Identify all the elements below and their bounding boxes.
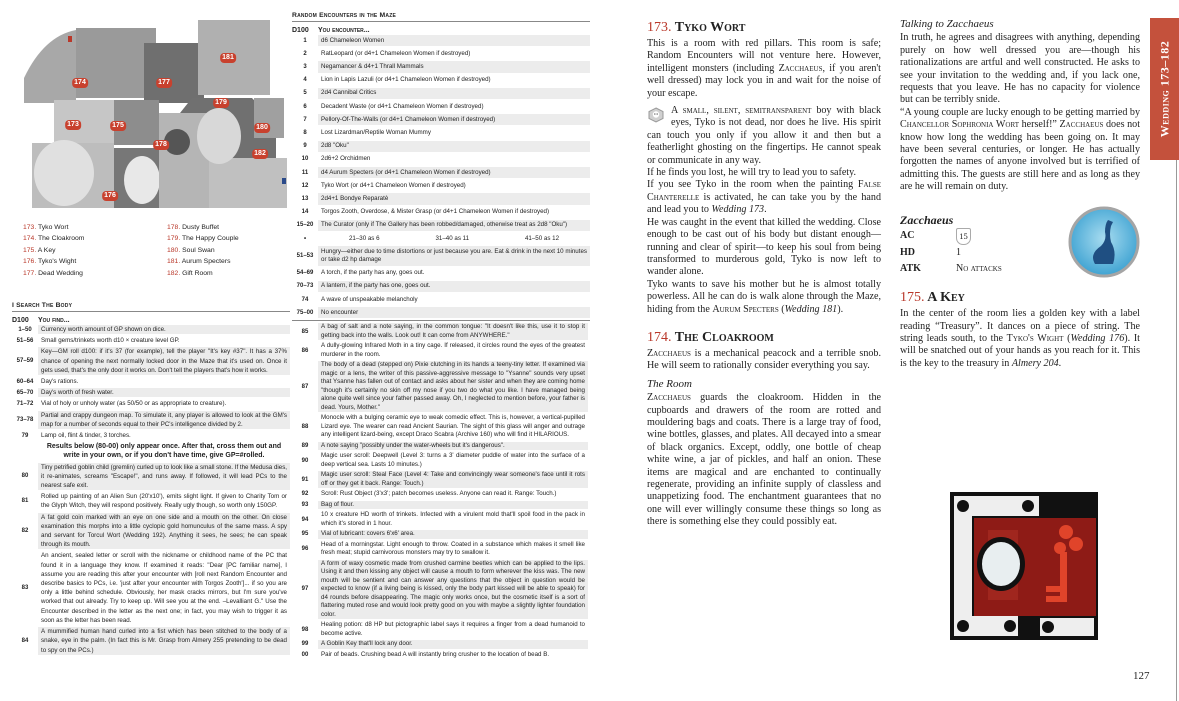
legend-item[interactable] (167, 245, 239, 256)
shield-icon (956, 228, 971, 245)
table-row (292, 341, 588, 360)
roll-cell: 9 (303, 143, 307, 150)
paragraph-with-icon (647, 105, 881, 167)
stat-value: 15 (959, 231, 968, 242)
paragraph (647, 348, 881, 373)
text-segment: ). (837, 303, 844, 315)
result-cell: Key—GM roll d100: if it's 37 (for example), tell the player "It's key #37". It has a 37% chance of opening the next normally locked door in the Maze that it's used on. Once it gets used, that's the only door it works on. Don't tell the players that's how it works. (38, 347, 290, 375)
stat-block (900, 214, 1140, 276)
legend-name: The Happy Couple (182, 235, 239, 243)
legend-item[interactable] (167, 222, 239, 233)
result-cell: Torgos Zooth, Overdose, & Mister Grasp (or d4+1 Chameleon Women if destroyed) (321, 208, 550, 216)
roll-cell: 90 (301, 457, 309, 464)
text-segment: does not know how long the wedding has been going on. It may have been several centuries, or longer. He has actually forgotten the names of anyone involved but is terrified of admitting this. The guests are still here and as long as they are he will remain on duty. (900, 119, 1141, 193)
table-row (292, 280, 590, 293)
table-row (12, 550, 290, 626)
table-row (292, 510, 588, 529)
table-row (292, 441, 588, 452)
table-row (292, 74, 590, 87)
text-segment: In the center of the room lies a golden key with a label reading “Treasury”. It dances on a piece of string. The string leads south, to the (900, 308, 1140, 344)
roll-cell: 99 (301, 641, 309, 648)
result-cell: Lamp oil, flint & tinder, 3 torches. (41, 432, 131, 440)
roll-cell: 2 (303, 50, 307, 57)
roll-cell: 96 (301, 546, 309, 552)
roll-cell: 57–59 (16, 358, 34, 365)
result-cell: A lantern, if the party has one, goes out. (318, 281, 590, 292)
paragraph (647, 179, 881, 216)
table-row (12, 491, 290, 511)
text-segment: . (1058, 357, 1062, 369)
map-marker[interactable]: 177 (158, 79, 170, 86)
result-cell: Lion in Lapis Lazuli (or d4+1 Chameleon Women if destroyed) (321, 76, 491, 84)
section-number: 173. (647, 20, 672, 35)
result-cell: 2d6+2 Orchidmen (321, 155, 371, 163)
section-174-heading (647, 330, 881, 346)
roll-cell: 70–73 (296, 283, 314, 290)
roll-cell: 00 (301, 651, 309, 658)
roll-cell: 65–70 (16, 389, 34, 396)
text-segment: Zacchaeus (647, 392, 691, 404)
section-heading: Random Encounters in the Maze (292, 12, 590, 22)
roll-cell: 6 (303, 103, 307, 110)
legend-number: 176. (23, 258, 37, 266)
legend-item[interactable] (23, 245, 84, 256)
result-cell: Results below (80-00) only appear once. After that, cross them out and write in your own, or if you don't have time, give GP=#rolled. (46, 443, 282, 460)
table-row (292, 540, 588, 559)
text-segment: This is a room with red pillars. This room is safe; Random Encounters will not venture here. However, intelligent monsters (including (647, 38, 881, 74)
table-row (292, 529, 588, 540)
roll-cell: 75–00 (296, 309, 314, 316)
table-row (292, 413, 588, 441)
section-title: A Key (927, 290, 965, 306)
text-segment: Almery 204 (1011, 357, 1059, 369)
table-row (292, 192, 590, 205)
table-row (292, 559, 588, 621)
roll-cell: 80 (21, 473, 29, 480)
table-row (292, 140, 590, 153)
result-cell: Vial of holy or unholy water (as 50/50 or as appropriate to creature). (41, 400, 227, 408)
paragraph (900, 308, 1140, 370)
table-row (292, 489, 588, 500)
paragraph-text (647, 105, 881, 166)
result-cell: A Goblin Key that'll lock any door. (318, 640, 588, 649)
result-cell: 10 x creature HD worth of trinkets. Infected with a virulent mold that'll spoil food in the pack in which it's stored in 1 hour. (321, 511, 585, 527)
result-cell: A mummified human hand curled into a fist which has been stitched to the body of a snake, eye in the palm. (In fact this is Mr. Grasp from Almery 255 pretending to be dead to spy on the PCs.) (38, 627, 290, 655)
result-cell: d4 Aurum Specters (or d4+1 Chameleon Women if destroyed) (318, 167, 590, 178)
legend-item[interactable] (167, 256, 239, 267)
stat-value: No attacks (956, 262, 1002, 274)
result-cell: RatLeopard (or d4+1 Chameleon Women if destroyed) (321, 49, 471, 57)
result-cell: Small gems/trinkets worth d10 × creature level GP. (41, 337, 180, 345)
paragraph (647, 167, 881, 179)
roll-cell: 86 (301, 347, 309, 354)
section-title: The Cloakroom (674, 329, 774, 345)
map-marker[interactable]: 181 (222, 54, 234, 61)
roll-cell: 1 (303, 37, 307, 44)
legend-number: 181. (167, 258, 181, 266)
table-row (292, 500, 588, 511)
text-segment: Tyko wants to save his mother but he is almost totally powerless. All he can do is walk alone through the Maze, hiding from the (647, 278, 881, 315)
result-cell: The Curator (only if The Gallery has been robbed/damaged, otherwise treat as 2d8 "Oku") (318, 220, 590, 231)
table-row (12, 346, 290, 376)
legend-number: 173. (23, 224, 37, 231)
result-cell: A form of waxy cosmetic made from crushed carmine beetles which can be applied to the lips. Using it and then kissing any object will cause a mouth to form wherever the kiss was. The new mouth will be sentient and can answer any questions that the object in question would be expected to know (if a living being is kissed, only the body part kissed will be able to speak) for d4 rounds before disappearing. The magic only works once, but the cosmetic itself is a sort of flattering muted rose and would look pretty good on you with maybe a slightly lighter foundation color. (318, 560, 588, 620)
range-cell (318, 233, 590, 244)
text-segment: Tyko's Wight (1006, 332, 1064, 344)
section-175-heading (900, 290, 1140, 306)
range-item: 41–50 as 12 (524, 234, 560, 242)
search-body-section (12, 302, 290, 656)
result-cell: An ancient, sealed letter or scroll with the nickname or childhood name of the PC that found it in a language they know. If examined it reads: "Dear [PC familiar name], I assume you are reading this after your encounter with [roll next Random Encounter and describe basics to PCs, i.e. 'just after your encounter with Torgos Zooth']... if so you are only a little behind schedule. Obviously, her mask cracks mirrors, but I'm sure you've worked that out already. Try to keep up. Will see you at the end. –Levalliant G." Use the Encounter described in the letter as the next one; in fact, you may wish to trigger it as soon as the letter has been read. (41, 552, 287, 624)
result-cell: A torch, if the party has any, goes out. (321, 269, 425, 277)
text-segment: Aurum Specters (712, 303, 779, 315)
section-heading: I Search The Body (12, 302, 290, 312)
table-row (292, 126, 590, 139)
legend-item[interactable] (23, 268, 84, 279)
table-row (12, 441, 290, 461)
legend-item[interactable] (167, 233, 239, 244)
table-row (12, 462, 290, 492)
paragraph (900, 32, 1140, 106)
header-text: You find... (38, 317, 70, 324)
roll-cell: 13 (301, 196, 309, 203)
roll-cell: 82 (21, 528, 29, 535)
paragraph (900, 107, 1140, 194)
table-row (292, 470, 588, 489)
maze-map (14, 8, 288, 208)
legend-number: 178. (167, 224, 181, 231)
table-row (12, 626, 290, 656)
table-row (292, 179, 590, 192)
section-number: 174. (647, 329, 672, 345)
table-row (292, 322, 588, 341)
roll-cell: 73–78 (16, 416, 34, 423)
table-row (292, 153, 590, 166)
result-cell: Tyko Wort (or d4+1 Chameleon Women if destroyed) (321, 181, 466, 189)
text-segment: , if you aren't well dressed) may lock you in and wait for the noise of your escape. (647, 62, 881, 99)
table-row (12, 398, 290, 409)
table-row (292, 306, 590, 319)
roll-cell: 60–64 (16, 378, 34, 385)
result-cell: A note saying "possibly under the water-wheels but it's dangerous". (318, 442, 588, 451)
roll-cell: 87 (301, 383, 309, 390)
map-marker[interactable]: 175 (112, 122, 124, 129)
result-cell: Hungry—either due to time distortions or just because you are. Eat & drink in the next 10 minutes or take d2 hp damage (318, 246, 590, 265)
result-cell: Negamancer & d4+1 Thrall Mammals (318, 61, 590, 72)
text-segment: “A young couple are lucky enough to be getting married by (900, 106, 1140, 118)
table-row (12, 410, 290, 430)
roll-cell: 1–50 (18, 326, 32, 333)
result-cell: Partial and crappy dungeon map. To simulate it, any player is allowed to look at the GM's map for a number of seconds equal to their PC's intelligence divided by 2. (38, 411, 290, 429)
random-encounters-section (292, 12, 590, 321)
result-cell: A bag of salt and a note saying, in the common tongue: "It doesn't like this, use it to stop it getting back into the walls. Look out! It can come from ANYWHERE." (318, 323, 588, 340)
legend-number: 180. (167, 246, 181, 254)
text-segment: is activated, he can take you by the hand and lead you to (647, 191, 881, 216)
table-row (292, 219, 590, 232)
map-marker[interactable]: 178 (155, 141, 167, 148)
table-row (12, 335, 290, 346)
peacock-portrait (1068, 206, 1140, 278)
result-cell: Pair of beads. Crushing bead A will instantly bring crusher to the location of bead B. (321, 650, 550, 658)
table-row (292, 451, 588, 470)
page-edge (1176, 160, 1177, 701)
result-cell: Vial of lubricant: covers 6'x6' area. (318, 530, 588, 539)
stat-label: HD (900, 247, 915, 259)
roll-cell: 79 (21, 432, 29, 439)
legend-name: Soul Swan (182, 246, 215, 254)
table-row (292, 113, 590, 126)
text-segment: A small, silent, semitransparent (671, 105, 812, 117)
roll-cell: 7 (303, 116, 307, 123)
text-segment: . (764, 204, 767, 216)
table-row (12, 387, 290, 398)
text-segment: If you see Tyko in the room when the painting (647, 179, 858, 191)
ghost-hex-icon (647, 107, 665, 123)
legend-name: Dusty Buffet (182, 224, 220, 231)
roll-cell: 14 (301, 209, 309, 216)
chapter-tab-label: Wedding 173–182 (1157, 40, 1171, 138)
text-segment: Zacchaeus (1059, 119, 1104, 131)
result-cell: Currency worth amount of GP shown on dice. (38, 325, 290, 334)
roll-cell: 93 (301, 501, 309, 508)
paragraph (647, 392, 881, 528)
legend-name: The Cloakroom (38, 235, 85, 243)
roll-cell: 92 (301, 491, 309, 498)
text-segment: Chancellor Sophronia Wort (900, 119, 1020, 131)
legend-number: 177. (23, 269, 37, 277)
map-marker[interactable]: 174 (74, 79, 86, 86)
roll-cell: 51–56 (16, 337, 34, 344)
text-segment: Wedding 173 (711, 204, 765, 216)
table-row (12, 324, 290, 335)
stat-block-name: Zacchaeus (900, 212, 954, 227)
roll-cell: 12 (301, 182, 309, 189)
text-segment: ( (778, 303, 785, 315)
result-cell: Day's worth of fresh water. (38, 388, 290, 397)
result-cell: Pellory-Of-The-Walls (or d4+1 Chameleon Women if destroyed) (318, 114, 590, 125)
table-row (292, 245, 590, 266)
roll-cell: 88 (301, 423, 309, 430)
roll-cell: 5 (303, 90, 307, 97)
result-cell: 2d8 "Oku" (318, 141, 590, 152)
table-header (12, 317, 290, 324)
legend-name: Tyko's Wight (38, 258, 77, 266)
legend-name: Aurum Specters (181, 258, 231, 266)
roll-cell: 84 (21, 637, 29, 644)
section-173-heading (647, 20, 881, 36)
result-cell: d6 Chameleon Women (318, 35, 590, 46)
table-row (292, 34, 590, 47)
table-row (292, 360, 588, 413)
result-cell: 2d4 Cannibal Critics (318, 88, 590, 99)
result-cell: A fat gold coin marked with an eye on one side and a mouth on the other. On close examination this morphs into a little cyclopic gold homunculus of the same mass. A spy and servant for Torcul Wort (Wedding 192). Anything it sees, he sees; he can speak through its mouth. (38, 513, 290, 550)
table-row (292, 293, 590, 306)
result-cell: Tiny petrified goblin child (gremlin) curled up to look like a small stone. If the Medusa dies, it re-animates, screams "Escape!", and runs away. If followed, it will lead PCs to the nearest safe exit. (38, 463, 290, 491)
text-segment: guards the cloakroom. Hidden in the cupboards and drawers of the room are rotted and mouldering bags and coats. There is a large tray of food, wine bottles, glasses, and plates. All decayed into a smear of black organics. Except, oddly, one bottle of cheap white wine, a jar of pickles, and half an onion. These items are magical and are enchanted to continually regenerate, providing an infinite supply of classless and unappetizing food. The enchantment guarantees that no one will ever willingly consume these things so long as there is something else they could possibly eat. (647, 392, 881, 528)
result-cell: Healing potion: d8 HP but pictographic label says it requires a finger from a dead humanoid to become active. (321, 621, 585, 637)
roll-cell: 97 (301, 586, 309, 593)
text-segment: Wedding 181 (784, 303, 838, 315)
legend-number: 182. (167, 269, 181, 277)
roll-cell: 89 (301, 442, 309, 449)
text-segment: herself!” (1019, 119, 1060, 131)
legend-name: Gift Room (182, 269, 213, 277)
roll-cell: 91 (301, 476, 309, 483)
text-segment: False Chanterelle (647, 179, 881, 203)
map-marker[interactable]: 173 (67, 121, 79, 128)
search-table-left (12, 324, 290, 656)
table-row (292, 650, 588, 661)
roll-cell: 8 (303, 130, 307, 137)
result-cell: Lost Lizardman/Reptile Woman Mummy (321, 128, 431, 136)
header-roll: D100 (292, 27, 309, 34)
legend-number: 174. (23, 235, 37, 243)
legend-item[interactable] (23, 256, 84, 267)
roll-cell: 15–20 (296, 222, 314, 229)
legend-item[interactable] (23, 233, 84, 244)
roll-cell: 85 (301, 328, 309, 335)
table-row (292, 267, 590, 280)
key-illustration (948, 490, 1100, 642)
header-roll: D100 (12, 317, 29, 324)
paragraph (647, 279, 881, 316)
table-row (292, 620, 588, 639)
legend-item[interactable] (167, 268, 239, 279)
roll-cell: 11 (301, 169, 309, 176)
table-row (292, 100, 590, 113)
result-cell: Head of a morningstar. Light enough to throw. Coated in a substance which makes it smell like fresh meat; stupid carnivorous monsters may try to swallow it. (321, 540, 585, 556)
table-row (292, 87, 590, 100)
section-number: 175. (900, 290, 925, 306)
result-cell: Magic user scroll: Steal Face (Level 4: Take and convincingly wear someone's face until it rots off or they get it back. Range: Touch.) (318, 471, 588, 488)
roll-cell: 98 (301, 626, 309, 633)
table-row (292, 60, 590, 73)
roll-cell: 81 (21, 498, 29, 505)
roll-cell: 54–69 (296, 270, 314, 277)
legend-name: Dead Wedding (38, 269, 83, 277)
legend-item[interactable] (23, 222, 84, 233)
encounter-table (292, 34, 590, 319)
roll-cell: 94 (301, 516, 309, 523)
result-cell: No encounter (318, 307, 590, 318)
legend-name: A Key (37, 246, 56, 254)
result-cell: A wave of unspeakable melancholy (321, 295, 418, 303)
legend-number: 179. (167, 235, 181, 243)
column-1 (647, 20, 881, 529)
table-row (12, 512, 290, 551)
search-table-right (292, 322, 588, 660)
page-number: 127 (1133, 670, 1150, 682)
text-segment: is a mechanical peacock and a terrible snob. He will seem to rationally consider everything you say. (647, 347, 881, 372)
text-segment: Wedding 176 (1070, 332, 1125, 344)
paragraph (647, 38, 881, 100)
roll-cell: 10 (301, 156, 309, 163)
text-segment: In truth, he agrees and disagrees with anything, depending purely on how well dressed you are—though his rationalizations are artful and well constructed. He asks to see your invitation to the wedding and, if you lack one, requests that you leave. He has no capacity for violence but can be terribly snide. (900, 32, 1140, 106)
text-segment: If he finds you lost, he will try to lead you to safety. (647, 167, 857, 179)
table-header (292, 27, 590, 34)
table-row (12, 376, 290, 387)
map-illustration (14, 8, 288, 208)
table-row (292, 639, 588, 650)
text-segment: boy with black eyes, Tyko is not dead, nor does he live. His spirit can touch you only if you allow it and then but a featherlight ghosting on the fingertips. He cannot speak or communicate in any way. (647, 105, 882, 166)
roll-cell: • (303, 235, 307, 242)
text-segment: Zacchaeus (647, 347, 691, 359)
text-segment: ( (1063, 332, 1071, 344)
legend-name: Tyko Wort (38, 224, 69, 231)
map-marker[interactable]: 180 (256, 124, 268, 131)
table-row (292, 166, 590, 179)
table-row (292, 232, 590, 245)
legend-number: 175. (23, 246, 37, 254)
roll-cell: 83 (21, 585, 29, 592)
result-cell: Rolled up painting of an Alien Sun (20'x10'), emits slight light. If given to Charity Tom or the Glyph Witch, they will respond positively. Really ugly though, so worth only 150GP. (41, 493, 287, 510)
stat-value: 1 (956, 247, 961, 259)
subheading: The Room (647, 377, 692, 390)
roll-cell: 3 (303, 64, 307, 70)
result-cell: Decadent Waste (or d4+1 Chameleon Women if destroyed) (321, 102, 484, 110)
range-item: 21–30 as 6 (348, 234, 380, 242)
roll-cell: 95 (301, 531, 309, 538)
map-marker[interactable]: 176 (104, 192, 116, 199)
table-row (292, 47, 590, 60)
roll-cell: 74 (301, 296, 309, 303)
result-cell: Bag of flour. (318, 501, 588, 510)
result-cell: Scroll: Rust Object (3'x3'; patch becomes useless. Anyone can read it. Range: Touch.) (321, 490, 557, 497)
map-marker[interactable]: 182 (254, 150, 266, 157)
result-cell: A dully-glowing Infrared Moth in a tiny cage. If released, it circles round the eyes of the greatest murderer in the room. (321, 342, 585, 358)
text-segment: Zacchaeus (778, 62, 823, 74)
result-cell: The body of a dead (stepped on) Pixie clutching in its hands a teeny-tiny letter. If examined via magic or a lens, the writer of this passive-aggressive message to "Ysanne" sounds very upset that Ysanne has fallen out of contact and asks about her sister and when they are coming home "though it's certainly no skin off my nose if you two do what you like. I have managed being alone quite well since your father passed away. Oh, I neglected to mention before, your father is dead. Yours, Mother." (318, 361, 588, 412)
subheading: Talking to Zacchaeus (900, 18, 994, 30)
roll-cell: 4 (303, 77, 307, 84)
section-title: Tyko Wort (674, 20, 746, 35)
map-legend-col-2 (167, 222, 239, 279)
text-segment: He was caught in the event that killed the wedding. Close enough to be cast out of his body but distant enough—running and clear of spirit—to keep his soul from being transformed to murderous gold, Tyko is now left to wander alone. (647, 216, 881, 278)
result-cell: Magic user scroll: Deepwell (Level 3: turns a 3' diameter puddle of water into the surface of a deep vertical sea. Lasts 10 minutes.) (321, 452, 585, 468)
text-segment: ). It will be snatched out of your hands as you reach for it. This is the key to the treasury in (900, 332, 1140, 369)
chapter-tab[interactable] (1150, 18, 1179, 160)
map-marker[interactable]: 179 (215, 99, 227, 106)
map-legend-col-1 (23, 222, 84, 279)
table-row (292, 206, 590, 219)
roll-cell: 71–72 (16, 401, 34, 408)
result-cell: Day's rations. (41, 378, 79, 386)
header-text: You encounter... (318, 27, 370, 34)
range-item: 31–40 as 11 (435, 234, 470, 242)
stat-label: ATK (900, 262, 921, 274)
paragraph (647, 217, 881, 279)
roll-cell: 51–53 (296, 252, 314, 259)
result-cell: 2d4+1 Bondye Reparatè (318, 193, 590, 204)
column-2 (900, 18, 1140, 370)
table-row (12, 430, 290, 441)
result-cell: Monocle with a bulging ceramic eye to weak comedic effect. This is, however, a vertical-pupilled Lizard eye. The wearer can read Ancient Saurian. The sight of this glass will anger and outrage any intelligent lizard-being, except Draco Scabra (Archive 160) who will find it HILARIOUS. (321, 414, 585, 438)
stat-label: AC (900, 230, 915, 242)
